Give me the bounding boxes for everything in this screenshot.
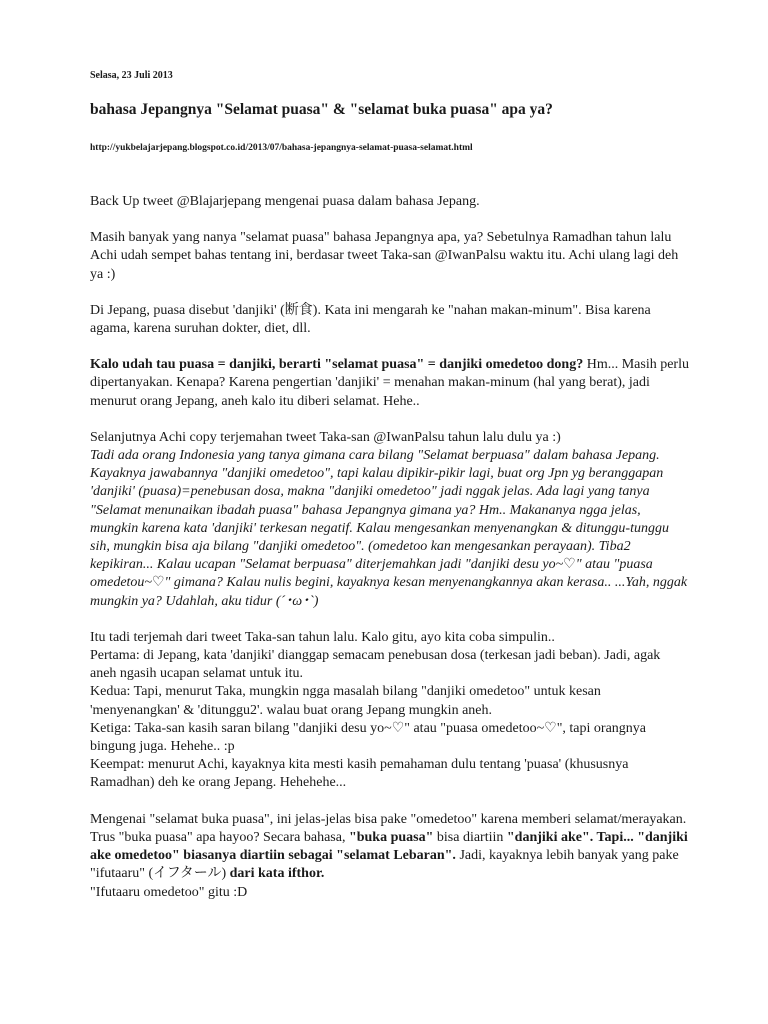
bold-segment: "buka puasa" (348, 829, 434, 845)
summary-line: Ketiga: Taka-san kasih saran bilang "danjiki desu yo~♡" atau "puasa omedetoo~♡", tapi orangnya bingung juga. Hehehe.. :p (90, 720, 647, 755)
paragraph-danjiki: Di Jepang, puasa disebut 'danjiki' (断食). Kata ini mengarah ke "nahan makan-minum". Bisa karena agama, karena suruhan dokter, diet, dll. (90, 302, 651, 337)
paragraph-text: Hm... Masih perlu dipertanyakan. Kenapa? Karena pengertian 'danjiki' = menahan makan-minum (hal yang berat), jadi menurut orang Jepang, aneh kalo itu diberi selamat. Hehe.. (90, 357, 689, 409)
paragraph-buka-puasa (90, 811, 690, 902)
summary-line: Pertama: di Jepang, kata 'danjiki' dianggap semacam penebusan dosa (terkesan jadi beban). Jadi, agak aneh ngasih ucapan selamat untuk itu. (90, 648, 661, 682)
bold-segment: dari kata ifthor. (229, 866, 325, 882)
paragraph-selamat-puasa (90, 356, 690, 411)
bold-question: Kalo udah tau puasa = danjiki, berarti "selamat puasa" = danjiki omedetoo dong? (90, 357, 584, 373)
paragraph-question: Masih banyak yang nanya "selamat puasa" bahasa Jepangnya apa, ya? Sebetulnya Ramadhan tahun lalu Achi udah sempet bahas tentang ini, berdasar tweet Taka-san @IwanPalsu waktu itu. Achi ulang lagi deh ya :) (90, 230, 679, 282)
text-segment: Mengenai "selamat buka puasa", ini jelas-jelas bisa pake "omedetoo" karena memberi selamat/merayakan. Trus "buka puasa" apa hayoo? Secara bahasa, (90, 811, 687, 845)
text-segment: bisa diartiin (433, 829, 507, 845)
paragraph-translation (90, 429, 690, 611)
post-title: bahasa Jepangnya "Selamat puasa" & "selamat buka puasa" apa ya? (90, 101, 553, 118)
bold-segment: "danjiki ake". Tapi... "danjiki ake omedetoo" biasanya diartiin sebagai "selamat Lebaran". (90, 829, 688, 864)
paragraph-summary (90, 629, 690, 793)
translation-quote: Tadi ada orang Indonesia yang tanya gimana cara bilang "Selamat berpuasa" dalam bahasa Jepang. Kayaknya jawabannya "danjiki omedetoo", tapi kalau dipikir-pikir lagi, buat org Jpn yg beranggapan 'danjiki' (puasa)=penebusan dosa, makna "danjiki omedetoo" jadi nggak jelas. Ada lagi yang tanya "Selamat menunaikan ibadah puasa" bahasa Jepangnya gimana ya? Hm.. Makananya ngga jelas, mungkin karena kata 'danjiki' terkesan negatif. Kalau mengesankan menyenangkan & ditunggu-tunggu sih, mungkin bisa aja bilang "danjiki omedetoo". (omedetoo kan mengesankan perayaan). Tiba2 kepikiran... Kalau ucapan "Selamat berpuasa" diterjemahkan jadi "danjiki desu yo~♡" atau "puasa omedetou~♡" gimana? Kalau nulis begini, kayaknya kesan menyenangkannya akan kerasa.. ...Yah, nggak mungkin ya? Udahlah, aku tidur (´･ω･`) (90, 448, 688, 609)
summary-line: Kedua: Tapi, menurut Taka, mungkin ngga masalah bilang "danjiki omedetoo" untuk kesan 'menyenangkan' & 'ditunggu2'. walau buat orang Jepang mungkin aneh. (90, 684, 601, 718)
text-segment: Jadi, kayaknya lebih banyak yang pake "ifutaaru" (イフタール) (90, 848, 679, 882)
paragraph-intro: Back Up tweet @Blajarjepang mengenai puasa dalam bahasa Jepang. (90, 194, 480, 209)
translation-intro: Selanjutnya Achi copy terjemahan tweet Taka-san @IwanPalsu tahun lalu dulu ya :) (90, 429, 561, 445)
text-segment: "Ifutaaru omedetoo" gitu :D (90, 884, 248, 900)
summary-line: Keempat: menurut Achi, kayaknya kita mesti kasih pemahaman dulu tentang 'puasa' (khususnya Ramadhan) deh ke orang Jepang. Hehehehe... (90, 757, 629, 791)
blog-post (90, 70, 690, 902)
post-url[interactable]: http://yukbelajarjepang.blogspot.co.id/2013/07/bahasa-jepangnya-selamat-puasa-selamat.html (90, 143, 473, 153)
summary-line: Itu tadi terjemah dari tweet Taka-san tahun lalu. Kalo gitu, ayo kita coba simpulin.. (90, 629, 555, 645)
post-date: Selasa, 23 Juli 2013 (90, 70, 173, 81)
